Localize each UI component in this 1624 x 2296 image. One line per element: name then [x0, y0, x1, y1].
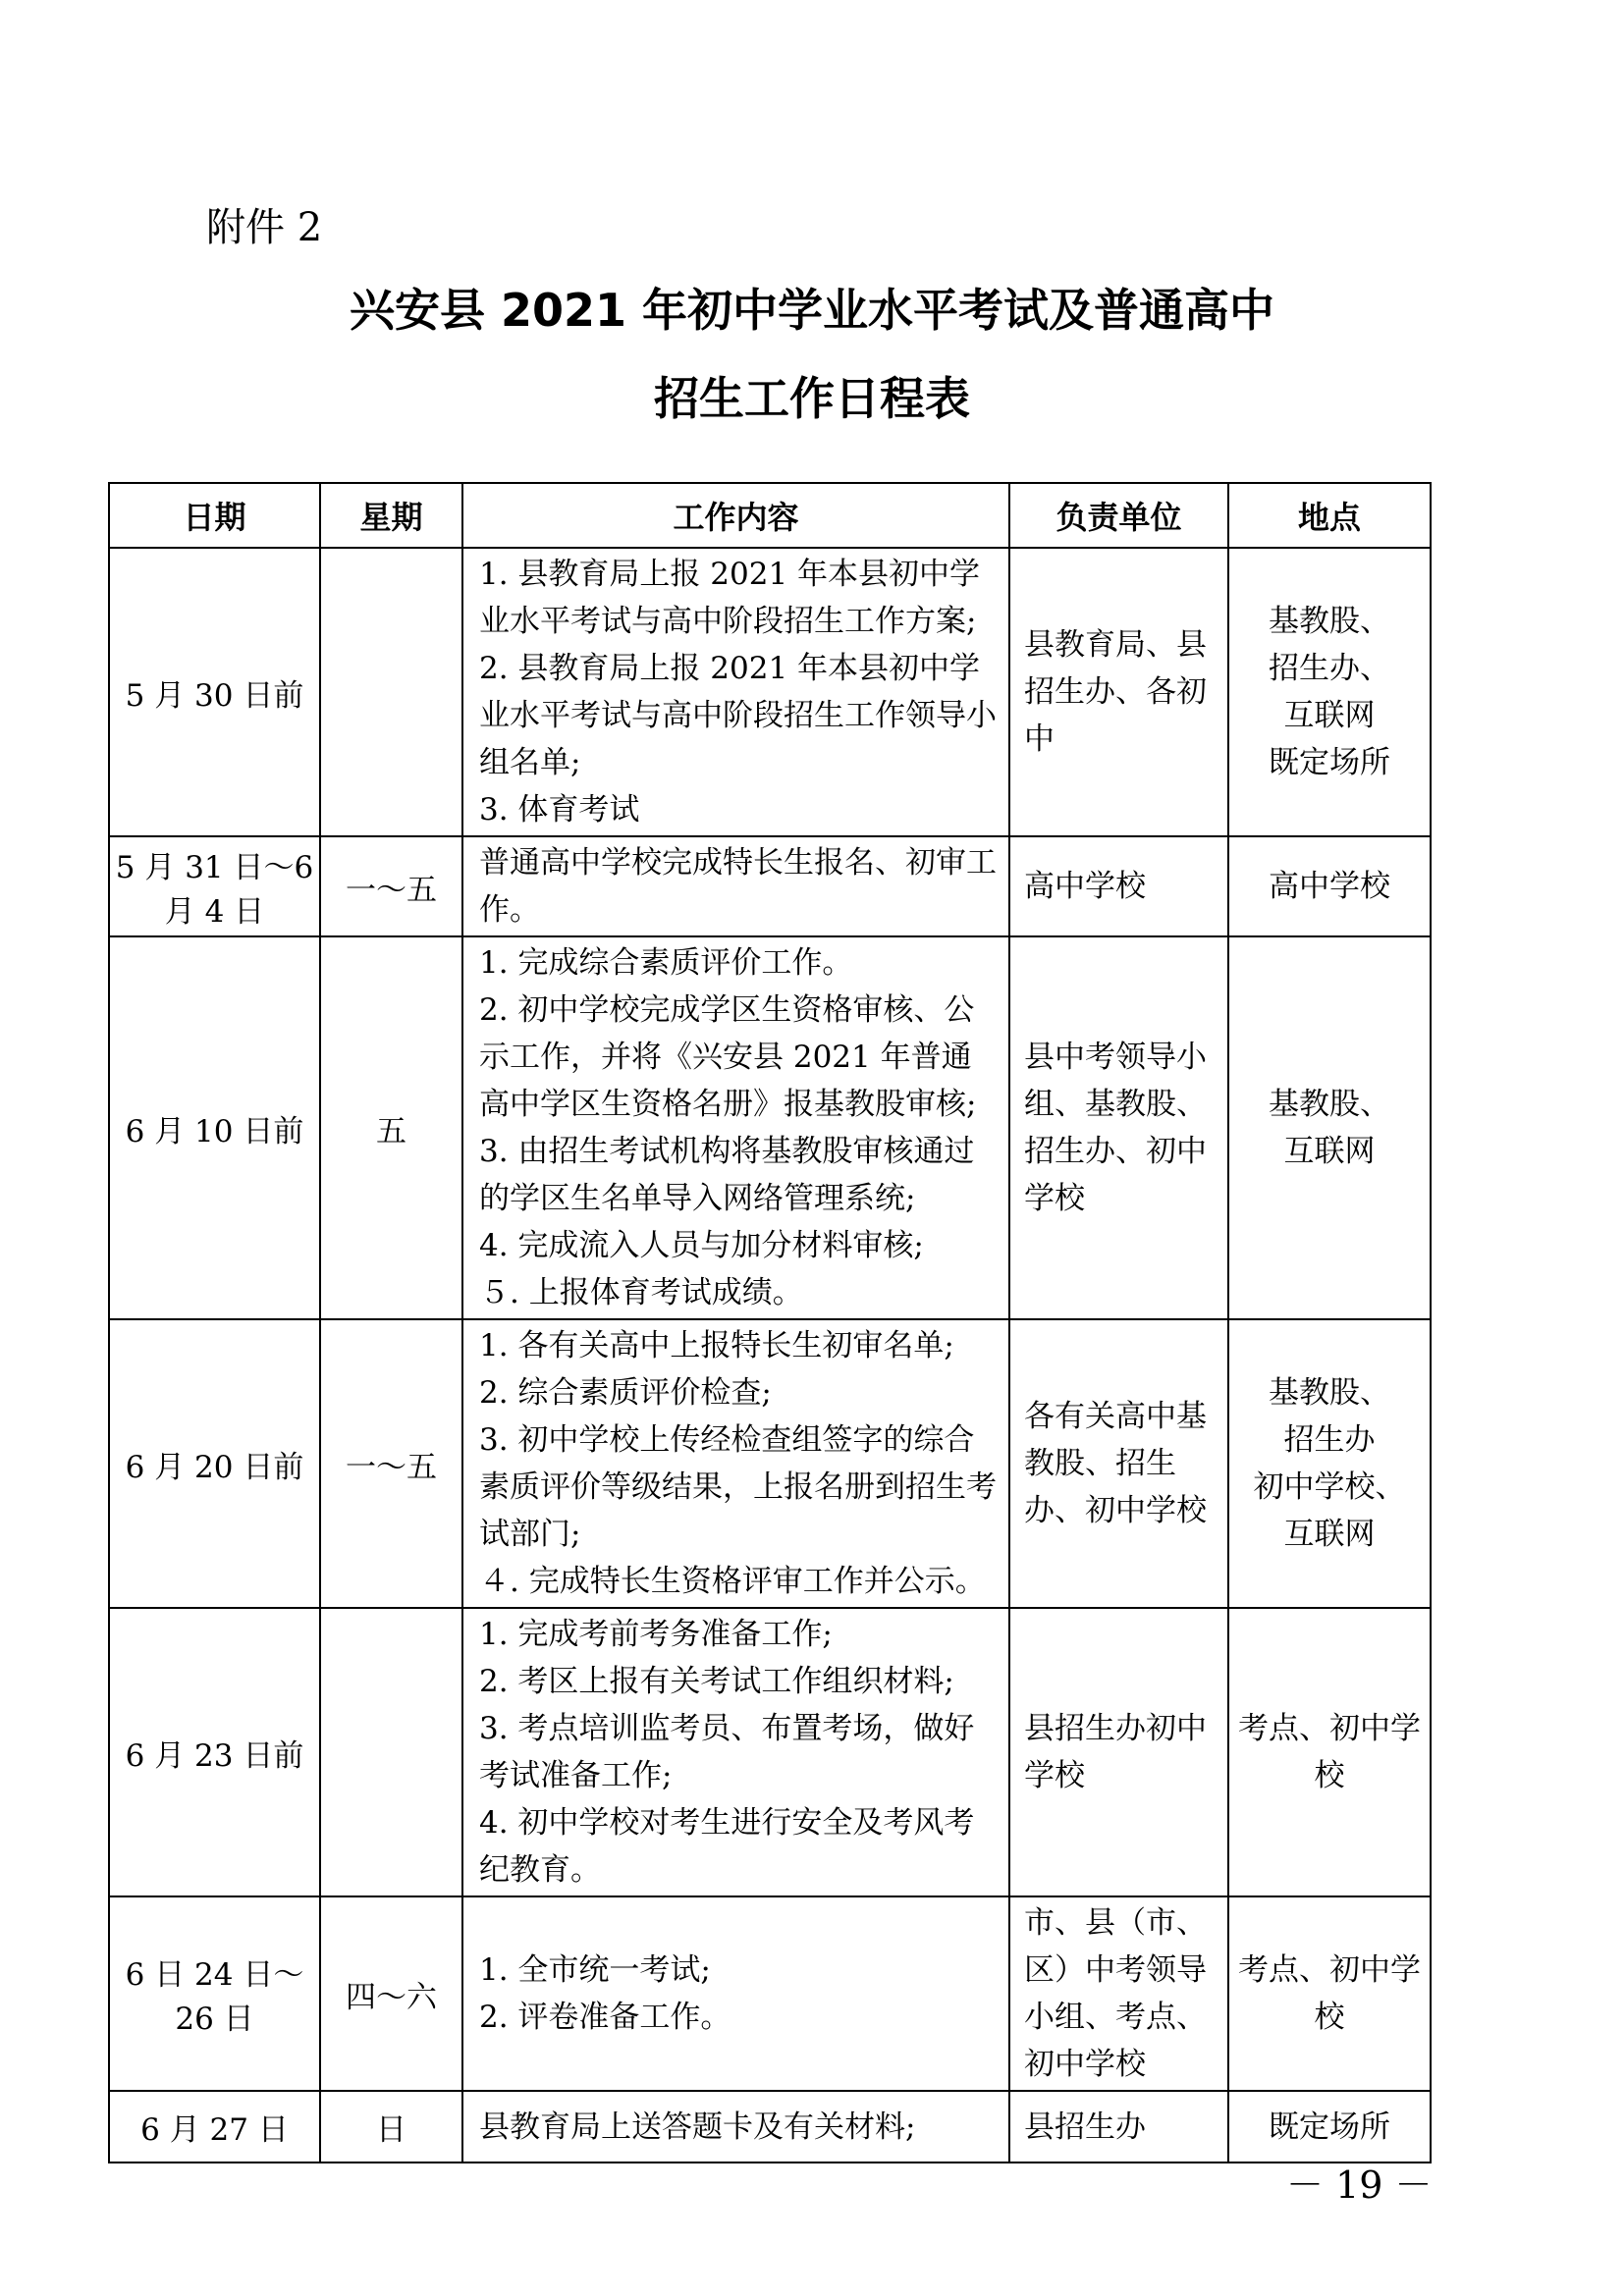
- attachment-label: 附件 2: [206, 205, 323, 250]
- page-number: － 19 －: [1286, 2163, 1433, 2207]
- content-cell: [462, 936, 1009, 1319]
- date-cell: 6 月 10 日前: [109, 936, 320, 1319]
- document-title: 兴安县 2021 年初中学业水平考试及普通高中: [349, 284, 1275, 337]
- place-item: 互联网: [1283, 1517, 1376, 1552]
- date-cell: 6 日 24 日～26 日: [109, 1896, 320, 2091]
- content-item: 3. 初中学校上传经检查组签字的综合素质评价等级结果，上报名册到招生考试部门;: [479, 1422, 997, 1552]
- weekday-cell: 五: [320, 936, 462, 1319]
- place-cell: [1228, 1608, 1431, 1896]
- place-item: 基教股、: [1269, 1087, 1390, 1122]
- content-item: 2. 综合素质评价检查;: [479, 1375, 772, 1411]
- unit-cell: 县教育局、县招生办、各初中: [1009, 548, 1228, 836]
- date-cell: 6 月 27 日: [109, 2091, 320, 2163]
- place-item: 基教股、: [1269, 1375, 1390, 1411]
- date-cell: 5 月 31 日～6 月 4 日: [109, 836, 320, 936]
- content-item: 1. 全市统一考试;: [479, 1952, 711, 1988]
- content-item: 3. 考点培训监考员、布置考场，做好考试准备工作;: [479, 1711, 975, 1793]
- place-item: 互联网: [1283, 1134, 1376, 1169]
- content-item: 1. 完成综合素质评价工作。: [479, 945, 853, 981]
- weekday-cell: 日: [320, 2091, 462, 2163]
- place-item: 高中学校: [1269, 869, 1390, 904]
- table-header-row: [109, 483, 1431, 548]
- unit-cell: 县招生办: [1009, 2091, 1228, 2163]
- place-item: 初中学校、: [1253, 1469, 1406, 1505]
- place-item: 考点、初中学校: [1238, 1711, 1421, 1793]
- place-cell: [1228, 1896, 1431, 2091]
- content-item: 2. 县教育局上报 2021 年本县初中学业水平考试与高中阶段招生工作领导小组名单;: [479, 651, 997, 780]
- place-cell: [1228, 548, 1431, 836]
- content-item: 2. 评卷准备工作。: [479, 2000, 731, 2035]
- content-item: 2. 初中学校完成学区生资格审核、公示工作，并将《兴安县 2021 年普通高中学区生资格名册》报基教股审核;: [479, 992, 977, 1122]
- table-row: [109, 936, 1431, 1319]
- content-item: 县教育局上送答题卡及有关材料;: [479, 2109, 916, 2145]
- content-item: 1. 完成考前考务准备工作;: [479, 1617, 833, 1652]
- content-item: 3. 由招生考试机构将基教股审核通过的学区生名单导入网络管理系统;: [479, 1134, 975, 1216]
- place-item: 既定场所: [1269, 2109, 1390, 2145]
- content-cell: [462, 1319, 1009, 1608]
- place-item: 招生办、: [1269, 651, 1390, 686]
- place-cell: [1228, 2091, 1431, 2163]
- unit-cell: 市、县（市、区）中考领导小组、考点、初中学校: [1009, 1896, 1228, 2091]
- place-item: 互联网: [1283, 698, 1376, 733]
- table-row: [109, 1319, 1431, 1608]
- header-content: 工作内容: [462, 483, 1009, 548]
- content-item: 4. 完成流入人员与加分材料审核;: [479, 1228, 924, 1263]
- place-item: 招生办: [1283, 1422, 1376, 1458]
- content-item: 4. 初中学校对考生进行安全及考风考纪教育。: [479, 1805, 975, 1888]
- header-weekday: 星期: [320, 483, 462, 548]
- weekday-cell: 一～五: [320, 1319, 462, 1608]
- place-item: 基教股、: [1269, 604, 1390, 639]
- table-row: [109, 2091, 1431, 2163]
- weekday-cell: 一～五: [320, 836, 462, 936]
- content-cell: [462, 548, 1009, 836]
- header-unit: 负责单位: [1009, 483, 1228, 548]
- place-item: 既定场所: [1269, 745, 1390, 780]
- table-row: [109, 1896, 1431, 2091]
- content-cell: [462, 1608, 1009, 1896]
- weekday-cell: [320, 548, 462, 836]
- table-row: [109, 1608, 1431, 1896]
- content-item: 3. 体育考试: [479, 792, 640, 828]
- place-cell: [1228, 936, 1431, 1319]
- table-row: [109, 548, 1431, 836]
- date-cell: 5 月 30 日前: [109, 548, 320, 836]
- weekday-cell: [320, 1608, 462, 1896]
- content-item: 1. 各有关高中上报特长生初审名单;: [479, 1328, 954, 1363]
- place-cell: [1228, 836, 1431, 936]
- place-item: 考点、初中学校: [1238, 1952, 1421, 2035]
- date-cell: 6 月 23 日前: [109, 1608, 320, 1896]
- content-item: ４. 完成特长生资格评审工作并公示。: [479, 1564, 986, 1599]
- content-item: 1. 县教育局上报 2021 年本县初中学业水平考试与高中阶段招生工作方案;: [479, 557, 981, 639]
- content-item: 普通高中学校完成特长生报名、初审工作。: [479, 845, 997, 928]
- date-cell: 6 月 20 日前: [109, 1319, 320, 1608]
- unit-cell: 各有关高中基教股、招生办、初中学校: [1009, 1319, 1228, 1608]
- document-subtitle: 招生工作日程表: [654, 372, 970, 425]
- place-cell: [1228, 1319, 1431, 1608]
- schedule-table: [108, 482, 1432, 2163]
- content-cell: [462, 836, 1009, 936]
- content-cell: [462, 1896, 1009, 2091]
- header-place: 地点: [1228, 483, 1431, 548]
- content-cell: [462, 2091, 1009, 2163]
- table-row: [109, 836, 1431, 936]
- content-item: ５. 上报体育考试成绩。: [479, 1275, 803, 1310]
- header-date: 日期: [109, 483, 320, 548]
- content-item: 2. 考区上报有关考试工作组织材料;: [479, 1664, 954, 1699]
- unit-cell: 高中学校: [1009, 836, 1228, 936]
- unit-cell: 县招生办初中学校: [1009, 1608, 1228, 1896]
- unit-cell: 县中考领导小组、基教股、招生办、初中学校: [1009, 936, 1228, 1319]
- weekday-cell: 四～六: [320, 1896, 462, 2091]
